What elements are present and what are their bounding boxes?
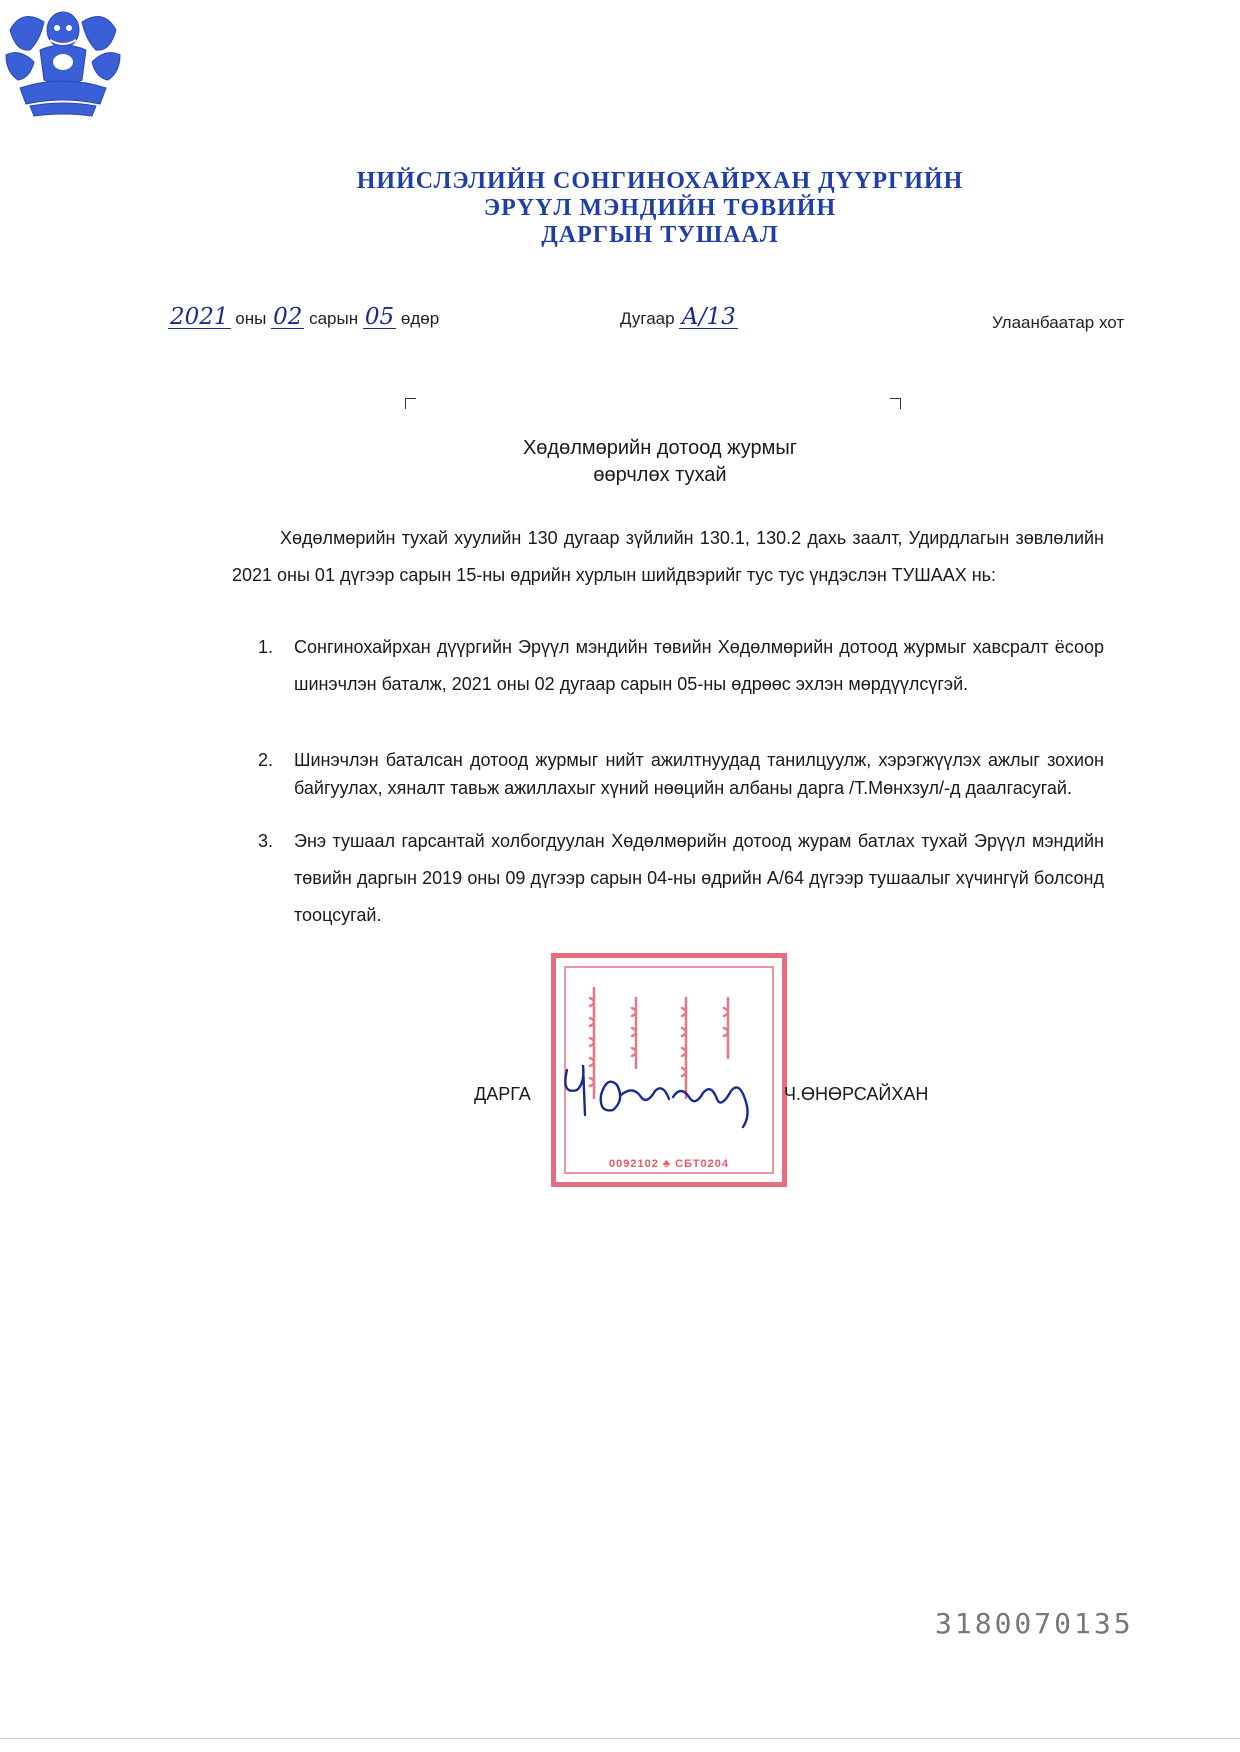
order-item-number: 2. xyxy=(258,750,274,770)
date-month-suffix: сарын xyxy=(309,309,359,328)
order-item-text: Шинэчлэн баталсан дотоод журмыг нийт ажилтнуудад танилцуулж, хэрэгжүүлэх ажлыг зохион байгуулах, хяналт тавьж ажиллахыг хүний нөөцийн албаны дарга /Т.Мөнхзул/-д даалгасугай. xyxy=(294,750,1104,798)
order-item-text: Энэ тушаал гарсантай холбогдуулан Хөдөлмөрийн дотоод журам батлах тухай Эрүүл мэндийн төвийн даргын 2019 оны 09 дүгээр сарын 04-ны өдрийн А/64 дүгээр тушаалыг хүчингүй болсонд тооцсугай. xyxy=(294,831,1104,925)
archive-number: 3180070135 xyxy=(935,1607,1134,1640)
stamp-serial-number: 0092102 ♣ СБТ0204 xyxy=(609,1158,729,1170)
date-month: 02 xyxy=(273,304,303,330)
order-number-label: Дугаар xyxy=(620,309,675,328)
page-bottom-edge xyxy=(0,1738,1240,1739)
institution-name-line-1: НИЙСЛЭЛИЙН СОНГИНОХАЙРХАН ДҮҮРГИЙН xyxy=(356,168,964,194)
date-day: 05 xyxy=(364,304,395,330)
date-year: 2021 xyxy=(170,304,229,330)
preamble-paragraph: Хөдөлмөрийн тухай хуулийн 130 дугаар зүйлийн 130.1, 130.2 дахь заалт, Удирдлагын зөвлөлийн 2021 оны 01 дүгээр сарын 15-ны өдрийн хурлын шийдвэрийг тус тус үндэслэн ТУШААХ нь: xyxy=(232,528,1104,585)
signatory-position: ДАРГА xyxy=(474,1084,531,1104)
date-year-suffix: оны xyxy=(235,309,267,328)
city: Улаанбаатар хот xyxy=(992,313,1125,332)
document-title-line-2: өөрчлөх тухай xyxy=(593,464,727,486)
date-day-suffix: өдөр xyxy=(400,309,440,328)
order-item-number: 3. xyxy=(258,831,274,851)
date-line xyxy=(168,306,439,329)
order-number xyxy=(620,306,738,329)
title-bracket-right xyxy=(890,398,901,409)
document-title xyxy=(330,435,990,489)
title-bracket-left xyxy=(405,398,416,409)
signatory-name: Ч.ӨНӨРСАЙХАН xyxy=(784,1084,929,1104)
order-number-value: А/13 xyxy=(681,304,736,330)
state-emblem-icon xyxy=(0,0,126,118)
order-item-number: 1. xyxy=(258,637,274,657)
institution-name-line-2: ЭРҮҮЛ МЭНДИЙН ТӨВИЙН xyxy=(483,195,837,221)
order-item-text: Сонгинохайрхан дүүргийн Эрүүл мэндийн төвийн Хөдөлмөрийн дотоод журмыг хавсралт ёсоор шинэчлэн баталж, 2021 оны 02 дугаар сарын 05-ны өдрөөс эхлэн мөрдүүлсүгэй. xyxy=(294,637,1104,694)
document-type: ДАРГЫН ТУШААЛ xyxy=(541,222,779,248)
document-title-line-1: Хөдөлмөрийн дотоод журмыг xyxy=(522,437,798,459)
handwritten-signature xyxy=(555,1055,770,1130)
